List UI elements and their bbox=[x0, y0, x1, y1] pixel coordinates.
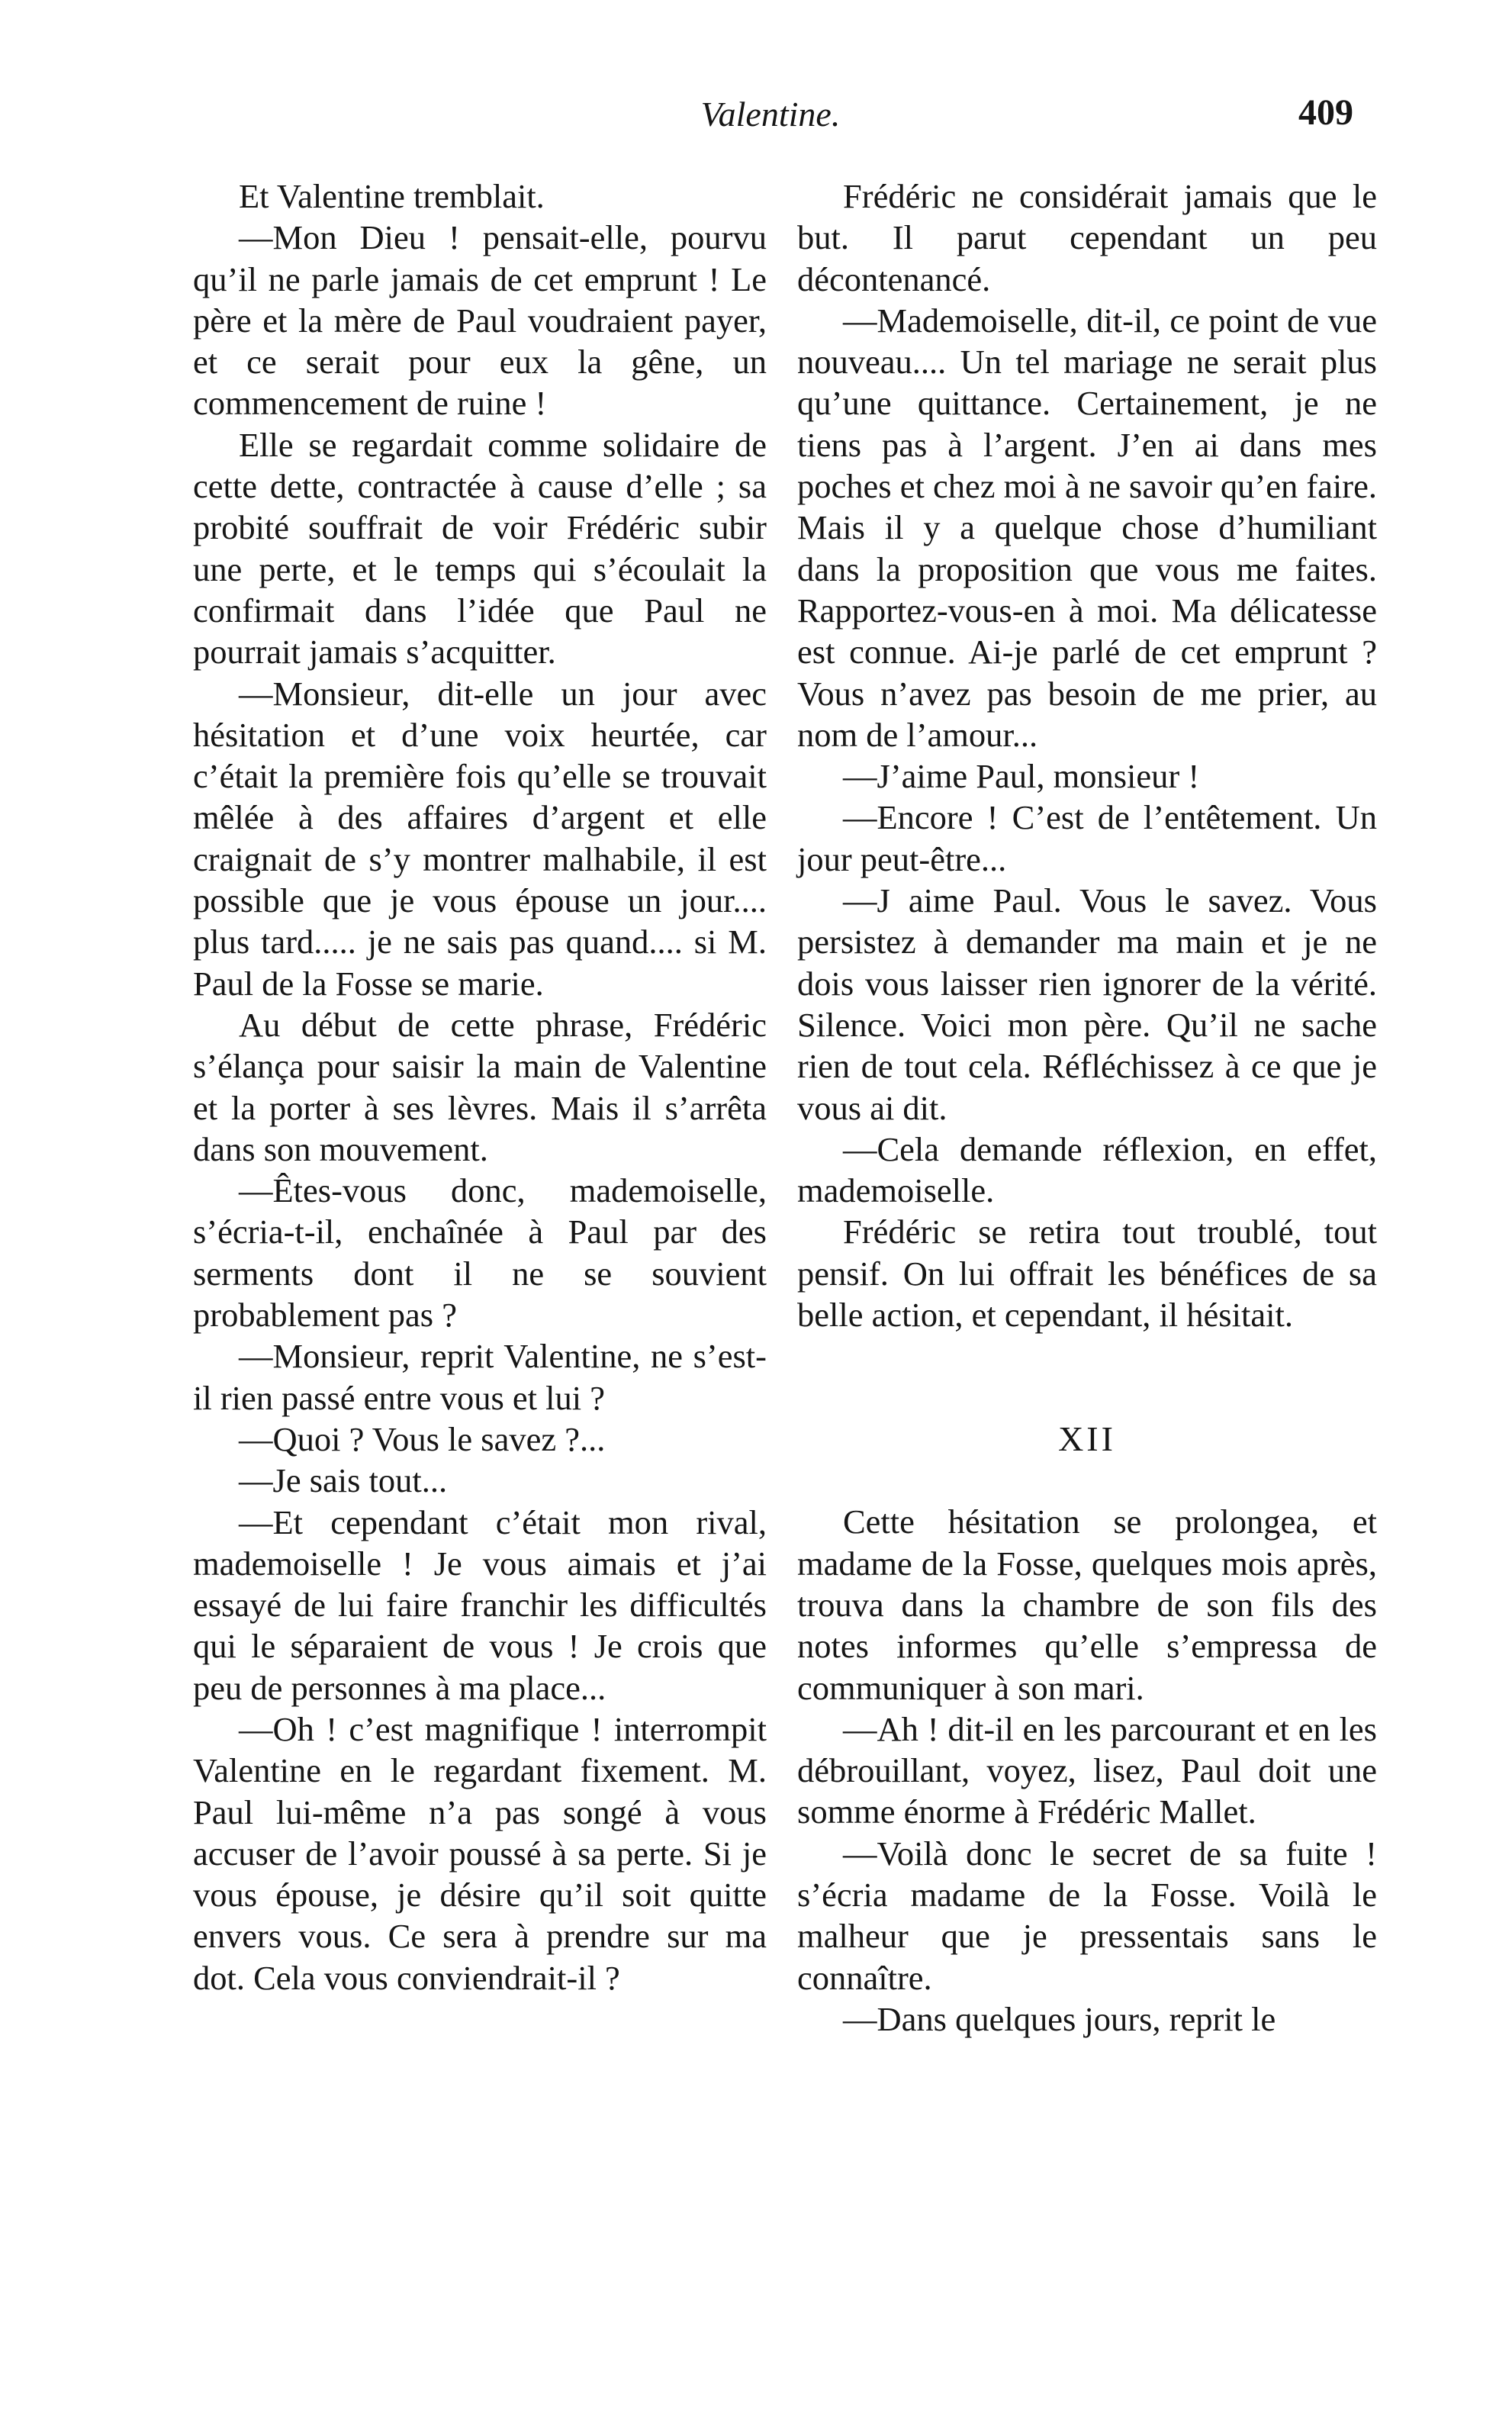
paragraph: Frédéric se retira tout troublé, tout pensif. On lui offrait les bénéfices de sa belle action, et cependant, il hésitait. bbox=[797, 1212, 1377, 1335]
paragraph: —Mademoiselle, dit-il, ce point de vue nouveau.... Un tel mariage ne serait plus qu’une quittance. Certainement, je ne tiens pas à l’argent. J’en ai dans mes poches et chez moi à ne savoir qu’en faire. Mais il y a quelque chose d’humiliant dans la proposition que vous me faites. Rapportez-vous-en à moi. Ma délicatesse est connue. Ai-je parlé de cet emprunt ? Vous n’avez pas besoin de me prier, au nom de l’amour... bbox=[797, 301, 1377, 754]
paragraph: —Je sais tout... bbox=[239, 1461, 448, 1500]
paragraph: Frédéric ne considérait jamais que le but. Il parut cependant un peu décontenancé. bbox=[797, 177, 1377, 298]
paragraph: —Êtes-vous donc, mademoiselle, s’écria-t-il, enchaînée à Paul par des serments dont il ne se souvient probablement pas ? bbox=[193, 1171, 767, 1335]
paragraph: —Monsieur, dit-elle un jour avec hésitation et d’une voix heurtée, car c’était la première fois qu’elle se trouvait mêlée à des affaires d’argent et elle craignait de s’y montrer malhabile, il est possible que je vous épouse un jour.... plus tard..... je ne sais pas quand.... si M. Paul de la Fosse se marie. bbox=[193, 674, 767, 1003]
paragraph: —Dans quelques jours, reprit le bbox=[843, 1999, 1276, 2038]
paragraph: —J’aime Paul, monsieur ! bbox=[843, 757, 1200, 796]
paragraph: Au début de cette phrase, Frédéric s’élança pour saisir la main de Valentine et la porter à ses lèvres. Mais il s’arrêta dans son mouvement. bbox=[193, 1005, 767, 1168]
left-column bbox=[193, 176, 767, 1998]
paragraph: Et Valentine tremblait. bbox=[239, 177, 545, 215]
paragraph: Elle se regardait comme solidaire de cette dette, contractée à cause d’elle ; sa probité souffrait de voir Frédéric subir une perte, et le temps qui s’écoulait la confirmait dans l’idée que Paul ne pourrait jamais s’acquitter. bbox=[193, 425, 767, 671]
page-number: 409 bbox=[1298, 92, 1353, 133]
paragraph: —J aime Paul. Vous le savez. Vous persistez à demander ma main et je ne dois vous laisser rien ignorer de la vérité. Silence. Voici mon père. Qu’il ne sache rien de tout cela. Réfléchissez à ce que je vous ai dit. bbox=[797, 881, 1377, 1127]
right-column bbox=[797, 176, 1377, 2040]
paragraph: —Et cependant c’était mon rival, mademoiselle ! Je vous aimais et j’ai essayé de lui faire franchir les difficultés qui le séparaient de vous ! Je crois que peu de personnes à ma place... bbox=[193, 1502, 767, 1707]
paragraph: —Cela demande réflexion, en effet, mademoiselle. bbox=[797, 1129, 1377, 1210]
paragraph: —Voilà donc le secret de sa fuite ! s’écria madame de la Fosse. Voilà le malheur que je pressentais sans le connaître. bbox=[797, 1834, 1377, 1997]
paragraph: Cette hésitation se prolongea, et madame de la Fosse, quelques mois après, trouva dans la chambre de son fils des notes informes qu’elle s’empressa de communiquer à son mari. bbox=[797, 1502, 1377, 1707]
paragraph: —Encore ! C’est de l’entêtement. Un jour peut-être... bbox=[797, 798, 1377, 878]
paragraph: —Mon Dieu ! pensait-elle, pourvu qu’il ne parle jamais de cet emprunt ! Le père et la mère de Paul voudraient payer, et ce serait pour eux la gêne, un commencement de ruine ! bbox=[193, 218, 767, 423]
paragraph: —Oh ! c’est magnifique ! interrompit Valentine en le regardant fixement. M. Paul lui-même n’a pas songé à vous accuser de l’avoir poussé à sa perte. Si je vous épouse, je désire qu’il soit quitte envers vous. Ce sera à prendre sur ma dot. Cela vous conviendrait-il ? bbox=[193, 1709, 767, 1997]
running-title: Valentine. bbox=[700, 95, 841, 134]
chapter-heading: XII bbox=[1058, 1419, 1116, 1459]
paragraph: —Quoi ? Vous le savez ?... bbox=[239, 1419, 606, 1458]
paragraph: —Ah ! dit-il en les parcourant et en les débrouillant, voyez, lisez, Paul doit une somme énorme à Frédéric Mallet. bbox=[797, 1709, 1377, 1831]
paragraph: —Monsieur, reprit Valentine, ne s’est-il rien passé entre vous et lui ? bbox=[193, 1337, 767, 1417]
